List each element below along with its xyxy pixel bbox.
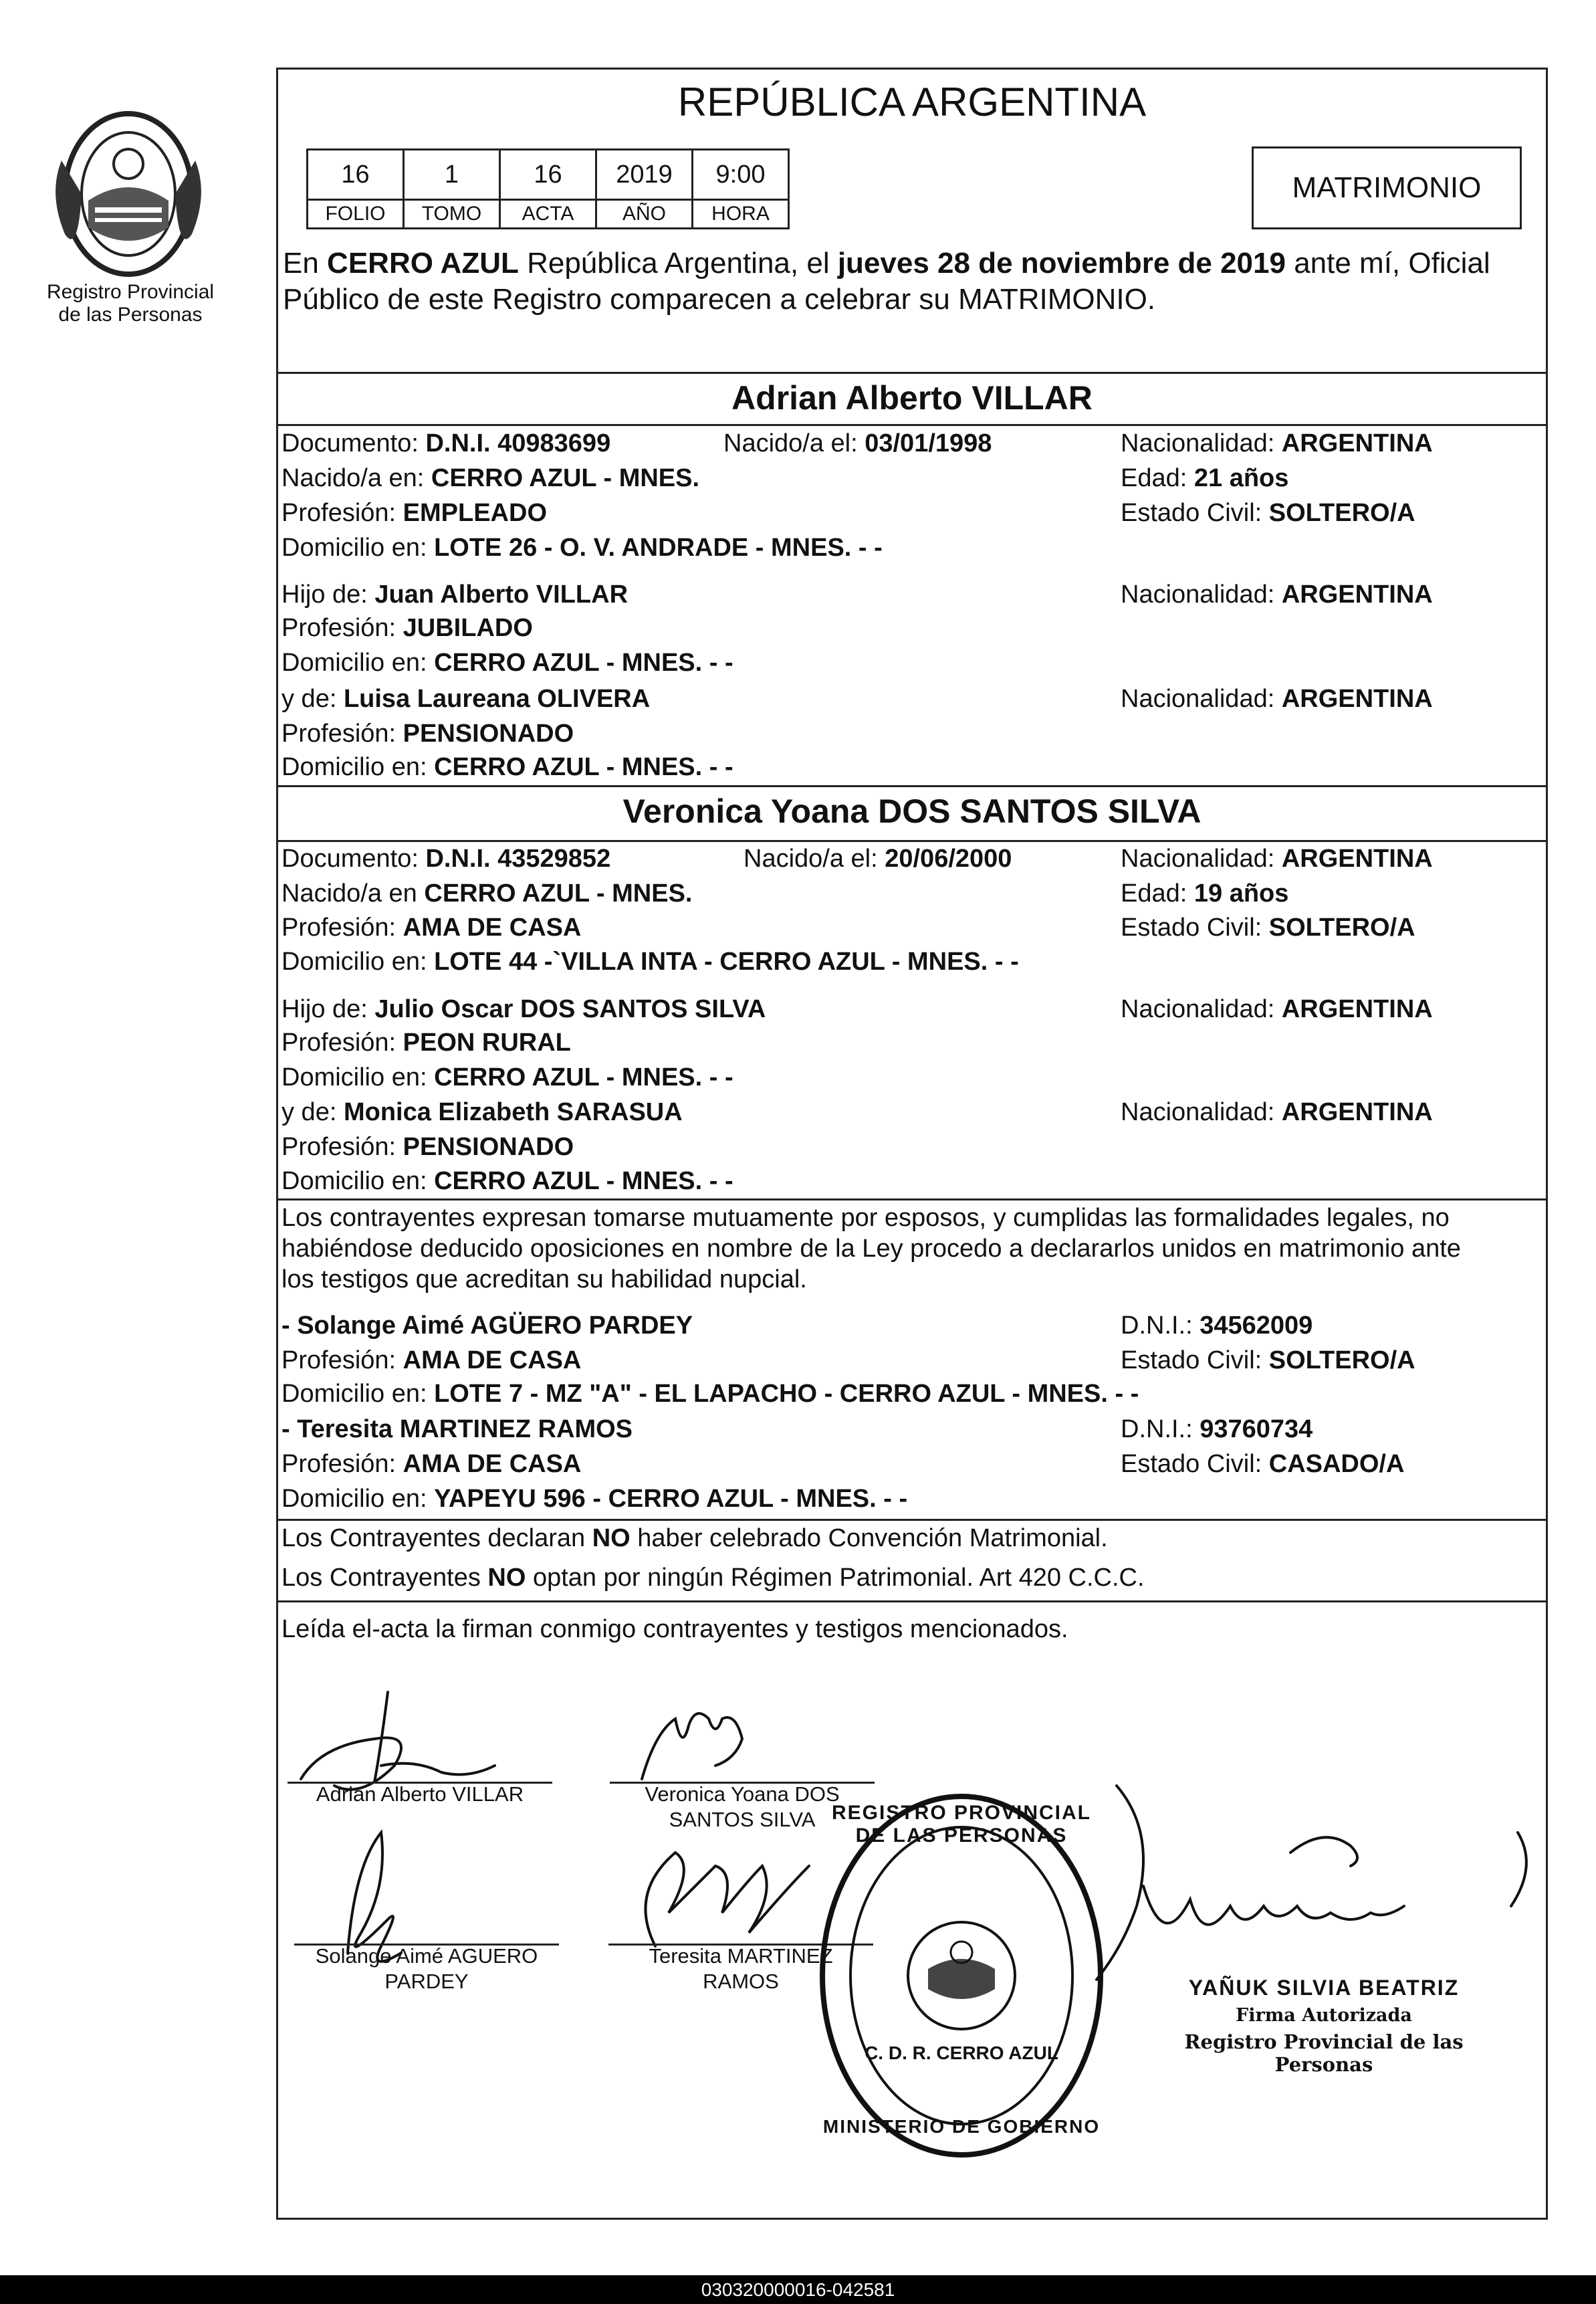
bride-mother-profession: Profesión: PENSIONADO	[281, 1133, 574, 1161]
country-title: REPÚBLICA ARGENTINA	[677, 80, 1147, 124]
official-stamp	[814, 1788, 1109, 2163]
groom-civil-status: Estado Civil: SOLTERO/A	[1121, 499, 1415, 527]
witness-2-address: Domicilio en: YAPEYU 596 - CERRO AZUL - MNES. - -	[281, 1485, 908, 1513]
groom-birthplace: Nacido/a en: CERRO AZUL - MNES.	[281, 464, 700, 492]
bride-nationality: Nacionalidad: ARGENTINA	[1121, 845, 1433, 873]
stamp-ring-top: REGISTRO PROVINCIAL DE LAS PERSONAS	[831, 1802, 1092, 1847]
groom-mother-profession: Profesión: PENSIONADO	[281, 720, 574, 748]
seal-icon	[41, 100, 215, 281]
acta-label: ACTA	[500, 200, 596, 229]
convention-line-2: Los Contrayentes NO optan por ningún Régimen Patrimonial. Art 420 C.C.C.	[281, 1564, 1145, 1592]
witness-2-dni: D.N.I.: 93760734	[1121, 1415, 1313, 1443]
signature-bride-label: Veronica Yoana DOS SANTOS SILVA	[645, 1782, 840, 1831]
stamp-ring-bottom: MINISTERIO DE GOBIERNO	[822, 2116, 1101, 2137]
signature-witness-2-label: Teresita MARTINEZ RAMOS	[649, 1944, 833, 1993]
intro-line-1: En CERRO AZUL República Argentina, el jueves 28 de noviembre de 2019 ante mí, Oficial	[283, 247, 1490, 280]
intro-line-2: Público de este Registro comparecen a celebrar su MATRIMONIO.	[283, 283, 1156, 316]
witness-2-profession: Profesión: AMA DE CASA	[281, 1450, 582, 1478]
groom-birthdate: Nacido/a el: 03/01/1998	[723, 429, 992, 457]
groom-age: Edad: 21 años	[1121, 464, 1289, 492]
tomo-label: TOMO	[404, 200, 500, 229]
signature-groom-label: Adrian Alberto VILLAR	[316, 1782, 524, 1806]
official-name: YAÑUK SILVIA BEATRIZ	[1188, 1976, 1460, 2000]
witness-1-profession: Profesión: AMA DE CASA	[281, 1346, 582, 1374]
groom-father-address: Domicilio en: CERRO AZUL - MNES. - -	[281, 649, 733, 677]
witness-1-dni: D.N.I.: 34562009	[1121, 1312, 1313, 1340]
official-org: Registro Provincial de las Personas	[1184, 2030, 1464, 2076]
province-seal	[41, 100, 215, 281]
bride-father-profession: Profesión: PEON RURAL	[281, 1029, 571, 1057]
document-barcode-number: 030320000016-042581	[0, 2275, 1596, 2304]
bride-father: Hijo de: Julio Oscar DOS SANTOS SILVA	[281, 995, 766, 1023]
record-ids-table	[306, 148, 790, 229]
acta-value: 16	[500, 150, 596, 200]
bride-age: Edad: 19 años	[1121, 879, 1289, 908]
witness-1-name: - Solange Aimé AGÜERO PARDEY	[281, 1312, 693, 1340]
bride-address: Domicilio en: LOTE 44 -`VILLA INTA - CERRO AZUL - MNES. - -	[281, 948, 1019, 976]
bride-name: Veronica Yoana DOS SANTOS SILVA	[622, 793, 1202, 830]
bride-profession: Profesión: AMA DE CASA	[281, 914, 582, 942]
bride-father-address: Domicilio en: CERRO AZUL - MNES. - -	[281, 1063, 733, 1091]
groom-name: Adrian Alberto VILLAR	[731, 379, 1093, 417]
groom-nationality: Nacionalidad: ARGENTINA	[1121, 429, 1433, 457]
bride-father-nationality: Nacionalidad: ARGENTINA	[1121, 995, 1433, 1023]
groom-mother: y de: Luisa Laureana OLIVERA	[281, 685, 651, 713]
folio-value: 16	[308, 150, 404, 200]
tomo-value: 1	[404, 150, 500, 200]
declaration-line-1: Los contrayentes expresan tomarse mutuamente por esposos, y cumplidas las formalidades legales, no	[281, 1204, 1450, 1232]
record-type-box: MATRIMONIO	[1252, 146, 1522, 229]
stamp-center: C. D. R. CERRO AZUL	[865, 2043, 1058, 2063]
convention-line-1: Los Contrayentes declaran NO haber celebrado Convención Matrimonial.	[281, 1524, 1108, 1552]
groom-father-profession: Profesión: JUBILADO	[281, 614, 533, 642]
witness-1-address: Domicilio en: LOTE 7 - MZ "A" - EL LAPACHO - CERRO AZUL - MNES. - -	[281, 1380, 1139, 1408]
groom-father-nationality: Nacionalidad: ARGENTINA	[1121, 581, 1433, 609]
witness-1-civil-status: Estado Civil: SOLTERO/A	[1121, 1346, 1415, 1374]
closing-text: Leída el-acta la firman conmigo contrayentes y testigos mencionados.	[281, 1615, 1068, 1643]
witness-2-civil-status: Estado Civil: CASADO/A	[1121, 1450, 1405, 1478]
bride-birthdate: Nacido/a el: 20/06/2000	[744, 845, 1012, 873]
groom-mother-nationality: Nacionalidad: ARGENTINA	[1121, 685, 1433, 713]
folio-label: FOLIO	[308, 200, 404, 229]
ano-value: 2019	[596, 150, 693, 200]
groom-profession: Profesión: EMPLEADO	[281, 499, 548, 527]
bride-civil-status: Estado Civil: SOLTERO/A	[1121, 914, 1415, 942]
official-title: Firma Autorizada	[1236, 2005, 1412, 2026]
declaration-line-2: habiéndose deducido oposiciones en nombre de la Ley procedo a declararlos unidos en matrimonio ante	[281, 1235, 1461, 1263]
bride-mother-nationality: Nacionalidad: ARGENTINA	[1121, 1098, 1433, 1126]
seal-caption: Registro Provincial de las Personas	[46, 281, 215, 326]
hora-value: 9:00	[693, 150, 789, 200]
groom-address: Domicilio en: LOTE 26 - O. V. ANDRADE - MNES. - -	[281, 534, 883, 562]
hora-label: HORA	[693, 200, 789, 229]
ano-label: AÑO	[596, 200, 693, 229]
groom-father: Hijo de: Juan Alberto VILLAR	[281, 581, 629, 609]
bride-birthplace: Nacido/a en CERRO AZUL - MNES.	[281, 879, 693, 908]
bride-mother-address: Domicilio en: CERRO AZUL - MNES. - -	[281, 1167, 733, 1195]
declaration-line-3: los testigos que acreditan su habilidad nupcial.	[281, 1265, 807, 1293]
bride-mother: y de: Monica Elizabeth SARASUA	[281, 1098, 683, 1126]
groom-mother-address: Domicilio en: CERRO AZUL - MNES. - -	[281, 753, 733, 781]
bride-document: Documento: D.N.I. 43529852	[281, 845, 611, 873]
groom-document: Documento: D.N.I. 40983699	[281, 429, 611, 457]
witness-2-name: - Teresita MARTINEZ RAMOS	[281, 1415, 633, 1443]
signature-witness-1-label: Solange Aimé AGUERO PARDEY	[315, 1944, 538, 1993]
